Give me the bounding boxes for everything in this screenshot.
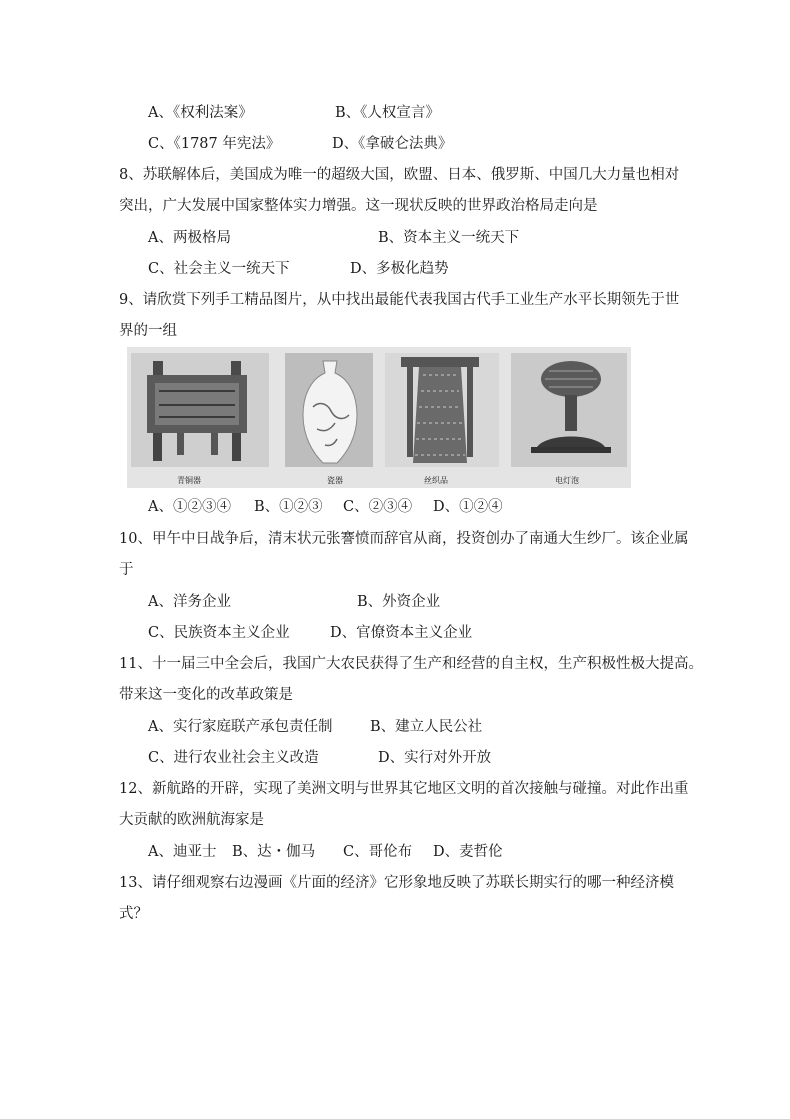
q10-option-b: B、外资企业 — [357, 594, 441, 610]
q9-stem-line2: 界的一组 — [119, 323, 177, 339]
q10-stem-line2: 于 — [119, 562, 134, 578]
q9-option-b: B、①②③ — [254, 499, 323, 515]
q12-option-a: A、迪亚士 — [148, 844, 217, 860]
q10-option-d: D、官僚资本主义企业 — [330, 625, 473, 641]
q11-stem-line2: 带来这一变化的改革政策是 — [119, 687, 293, 703]
q8-stem-line1: 8、苏联解体后，美国成为唯一的超级大国，欧盟、日本、俄罗斯、中国几大力量也相对 — [119, 167, 680, 183]
lamp-caption: 电灯泡 — [555, 476, 579, 485]
porcelain-vase-image — [285, 353, 373, 485]
q10-stem-line1: 10、甲午中日战争后，清末状元张謇愤而辞官从商，投资创办了南通大生纱厂。该企业属 — [119, 531, 689, 547]
q8-option-a: A、两极格局 — [148, 230, 231, 246]
q7-option-d: D、《拿破仑法典》 — [332, 136, 453, 152]
q11-stem-line1: 11、十一届三中全会后，我国广大农民获得了生产和经营的自主权，生产积极性极大提高。 — [119, 656, 703, 672]
q12-option-d: D、麦哲伦 — [433, 844, 503, 860]
q8-option-b: B、资本主义一统天下 — [378, 230, 520, 246]
q9-option-d: D、①②④ — [433, 499, 503, 515]
q11-option-b: B、建立人民公社 — [370, 719, 483, 735]
q13-stem-line1: 13、请仔细观察右边漫画《片面的经济》它形象地反映了苏联长期实行的哪一种经济模 — [119, 875, 674, 891]
silk-robe-image — [385, 353, 499, 485]
q10-option-c: C、民族资本主义企业 — [148, 625, 290, 641]
porcelain-caption: 瓷器 — [327, 476, 343, 485]
q7-option-b: B、《人权宣言》 — [335, 105, 440, 121]
q8-stem-line2: 突出，广大发展中国家整体实力增强。这一现状反映的世界政治格局走向是 — [119, 198, 598, 214]
q12-option-b: B、达・伽马 — [232, 844, 316, 860]
q12-stem-line2: 大贡献的欧洲航海家是 — [119, 812, 264, 828]
q7-option-c: C、《1787 年宪法》 — [148, 136, 281, 152]
electric-lamp-image — [511, 353, 627, 485]
q8-option-c: C、社会主义一统天下 — [148, 261, 290, 277]
q9-option-c: C、②③④ — [343, 499, 413, 515]
bronze-ding-image — [131, 353, 269, 485]
q10-option-a: A、洋务企业 — [148, 594, 231, 610]
q11-option-c: C、进行农业社会主义改造 — [148, 750, 319, 766]
q7-option-a: A、《权利法案》 — [148, 105, 253, 121]
q12-stem-line1: 12、新航路的开辟，实现了美洲文明与世界其它地区文明的首次接触与碰撞。对此作出重 — [119, 781, 689, 797]
q11-option-a: A、实行家庭联产承包责任制 — [148, 719, 333, 735]
q9-option-a: A、①②③④ — [148, 499, 231, 515]
q11-option-d: D、实行对外开放 — [378, 750, 492, 766]
q12-option-c: C、哥伦布 — [343, 844, 413, 860]
q13-stem-line2: 式？ — [119, 906, 148, 922]
bronze-caption: 青铜器 — [177, 476, 201, 485]
q9-stem-line1: 9、请欣赏下列手工精品图片，从中找出最能代表我国古代手工业生产水平长期领先于世 — [119, 292, 680, 308]
handicraft-photo-strip — [127, 347, 631, 488]
silk-caption: 丝织品 — [424, 476, 448, 485]
q8-option-d: D、多极化趋势 — [350, 261, 449, 277]
